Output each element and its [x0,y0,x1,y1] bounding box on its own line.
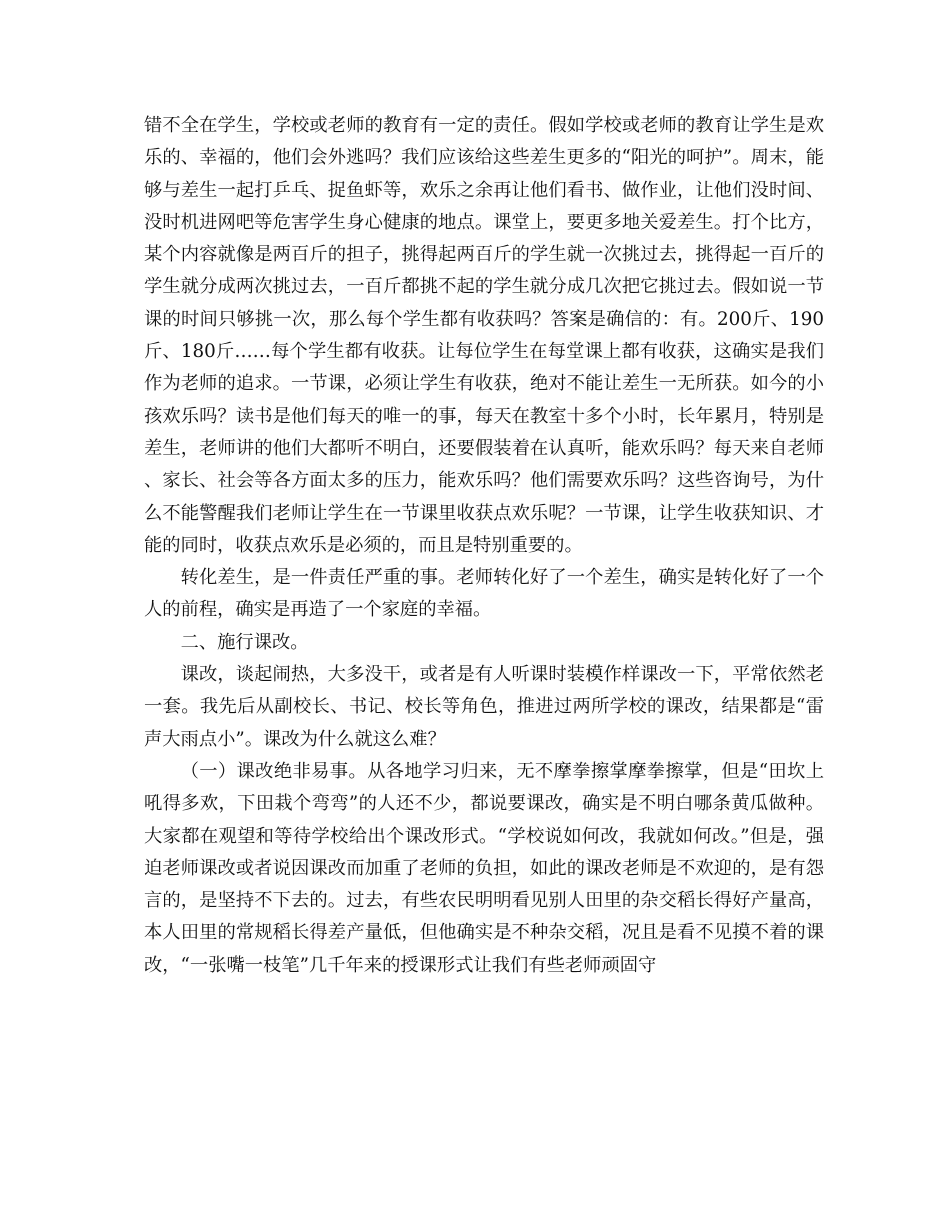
paragraph-transform-students: 转化差生，是一件责任严重的事。老师转化好了一个差生，确实是转化好了一个人的前程，确实是再造了一个家庭的幸福。 [144,567,824,621]
document-body [144,110,824,982]
section-heading-curriculum-reform: 二、施行课改。 [180,631,309,653]
paragraph-reform-intro: 课改，谈起闹热，大多没干，或者是有人听课时装模作样课改一下，平常依然老一套。我先后从副校长、书记、校长等角色，推进过两所学校的课改，结果都是“雷声大雨点小”。课改为什么就这么难？ [144,664,824,750]
paragraph-reform-not-easy: （一）课改绝非易事。从各地学习归来，无不摩拳擦掌摩拳擦掌，但是“田坎上吼得多欢，下田栽个弯弯”的人还不少，都说要课改，确实是不明白哪条黄瓜做种。大家都在观望和等待学校给出个课改形式。“学校说如何改，我就如何改。”但是，强迫老师课改或者说因课改而加重了老师的负担，如此的课改老师是不欢迎的，是有怨言的，是坚持不下去的。过去，有些农民明明看见别人田里的杂交稻长得好产量高，本人田里的常规稻长得差产量低，但他确实是不种杂交稻，况且是看不见摸不着的课改，“一张嘴一枝笔”几千年来的授课形式让我们有些老师顽固守 [144,760,824,976]
paragraph-continued-text: 错不全在学生，学校或老师的教育有一定的责任。假如学校或老师的教育让学生是欢乐的、幸福的，他们会外逃吗？我们应该给这些差生更多的“阳光的呵护”。周末，能够与差生一起打乒乓、捉鱼虾等，欢乐之余再让他们看书、做作业，让他们没时间、没时机进网吧等危害学生身心健康的地点。课堂上，要更多地关爱差生。打个比方，某个内容就像是两百斤的担子，挑得起两百斤的学生就一次挑过去，挑得起一百斤的学生就分成两次挑过去，一百斤都挑不起的学生就分成几次把它挑过去。假如说一节课的时间只够挑一次，那么每个学生都有收获吗？答案是确信的：有。200斤、190斤、180斤……每个学生都有收获。让每位学生在每堂课上都有收获，这确实是我们作为老师的追求。一节课，必须让学生有收获，绝对不能让差生一无所获。如今的小孩欢乐吗？读书是他们每天的唯一的事，每天在教室十多个小时，长年累月，特别是差生，老师讲的他们大都听不明白，还要假装着在认真听，能欢乐吗？每天来自老师、家长、社会等各方面太多的压力，能欢乐吗？他们需要欢乐吗？这些咨询号，为什么不能警醒我们老师让学生在一节课里收获点欢乐呢？一节课，让学生收获知识、才能的同时，收获点欢乐是必须的，而且是特别重要的。 [144,115,824,556]
